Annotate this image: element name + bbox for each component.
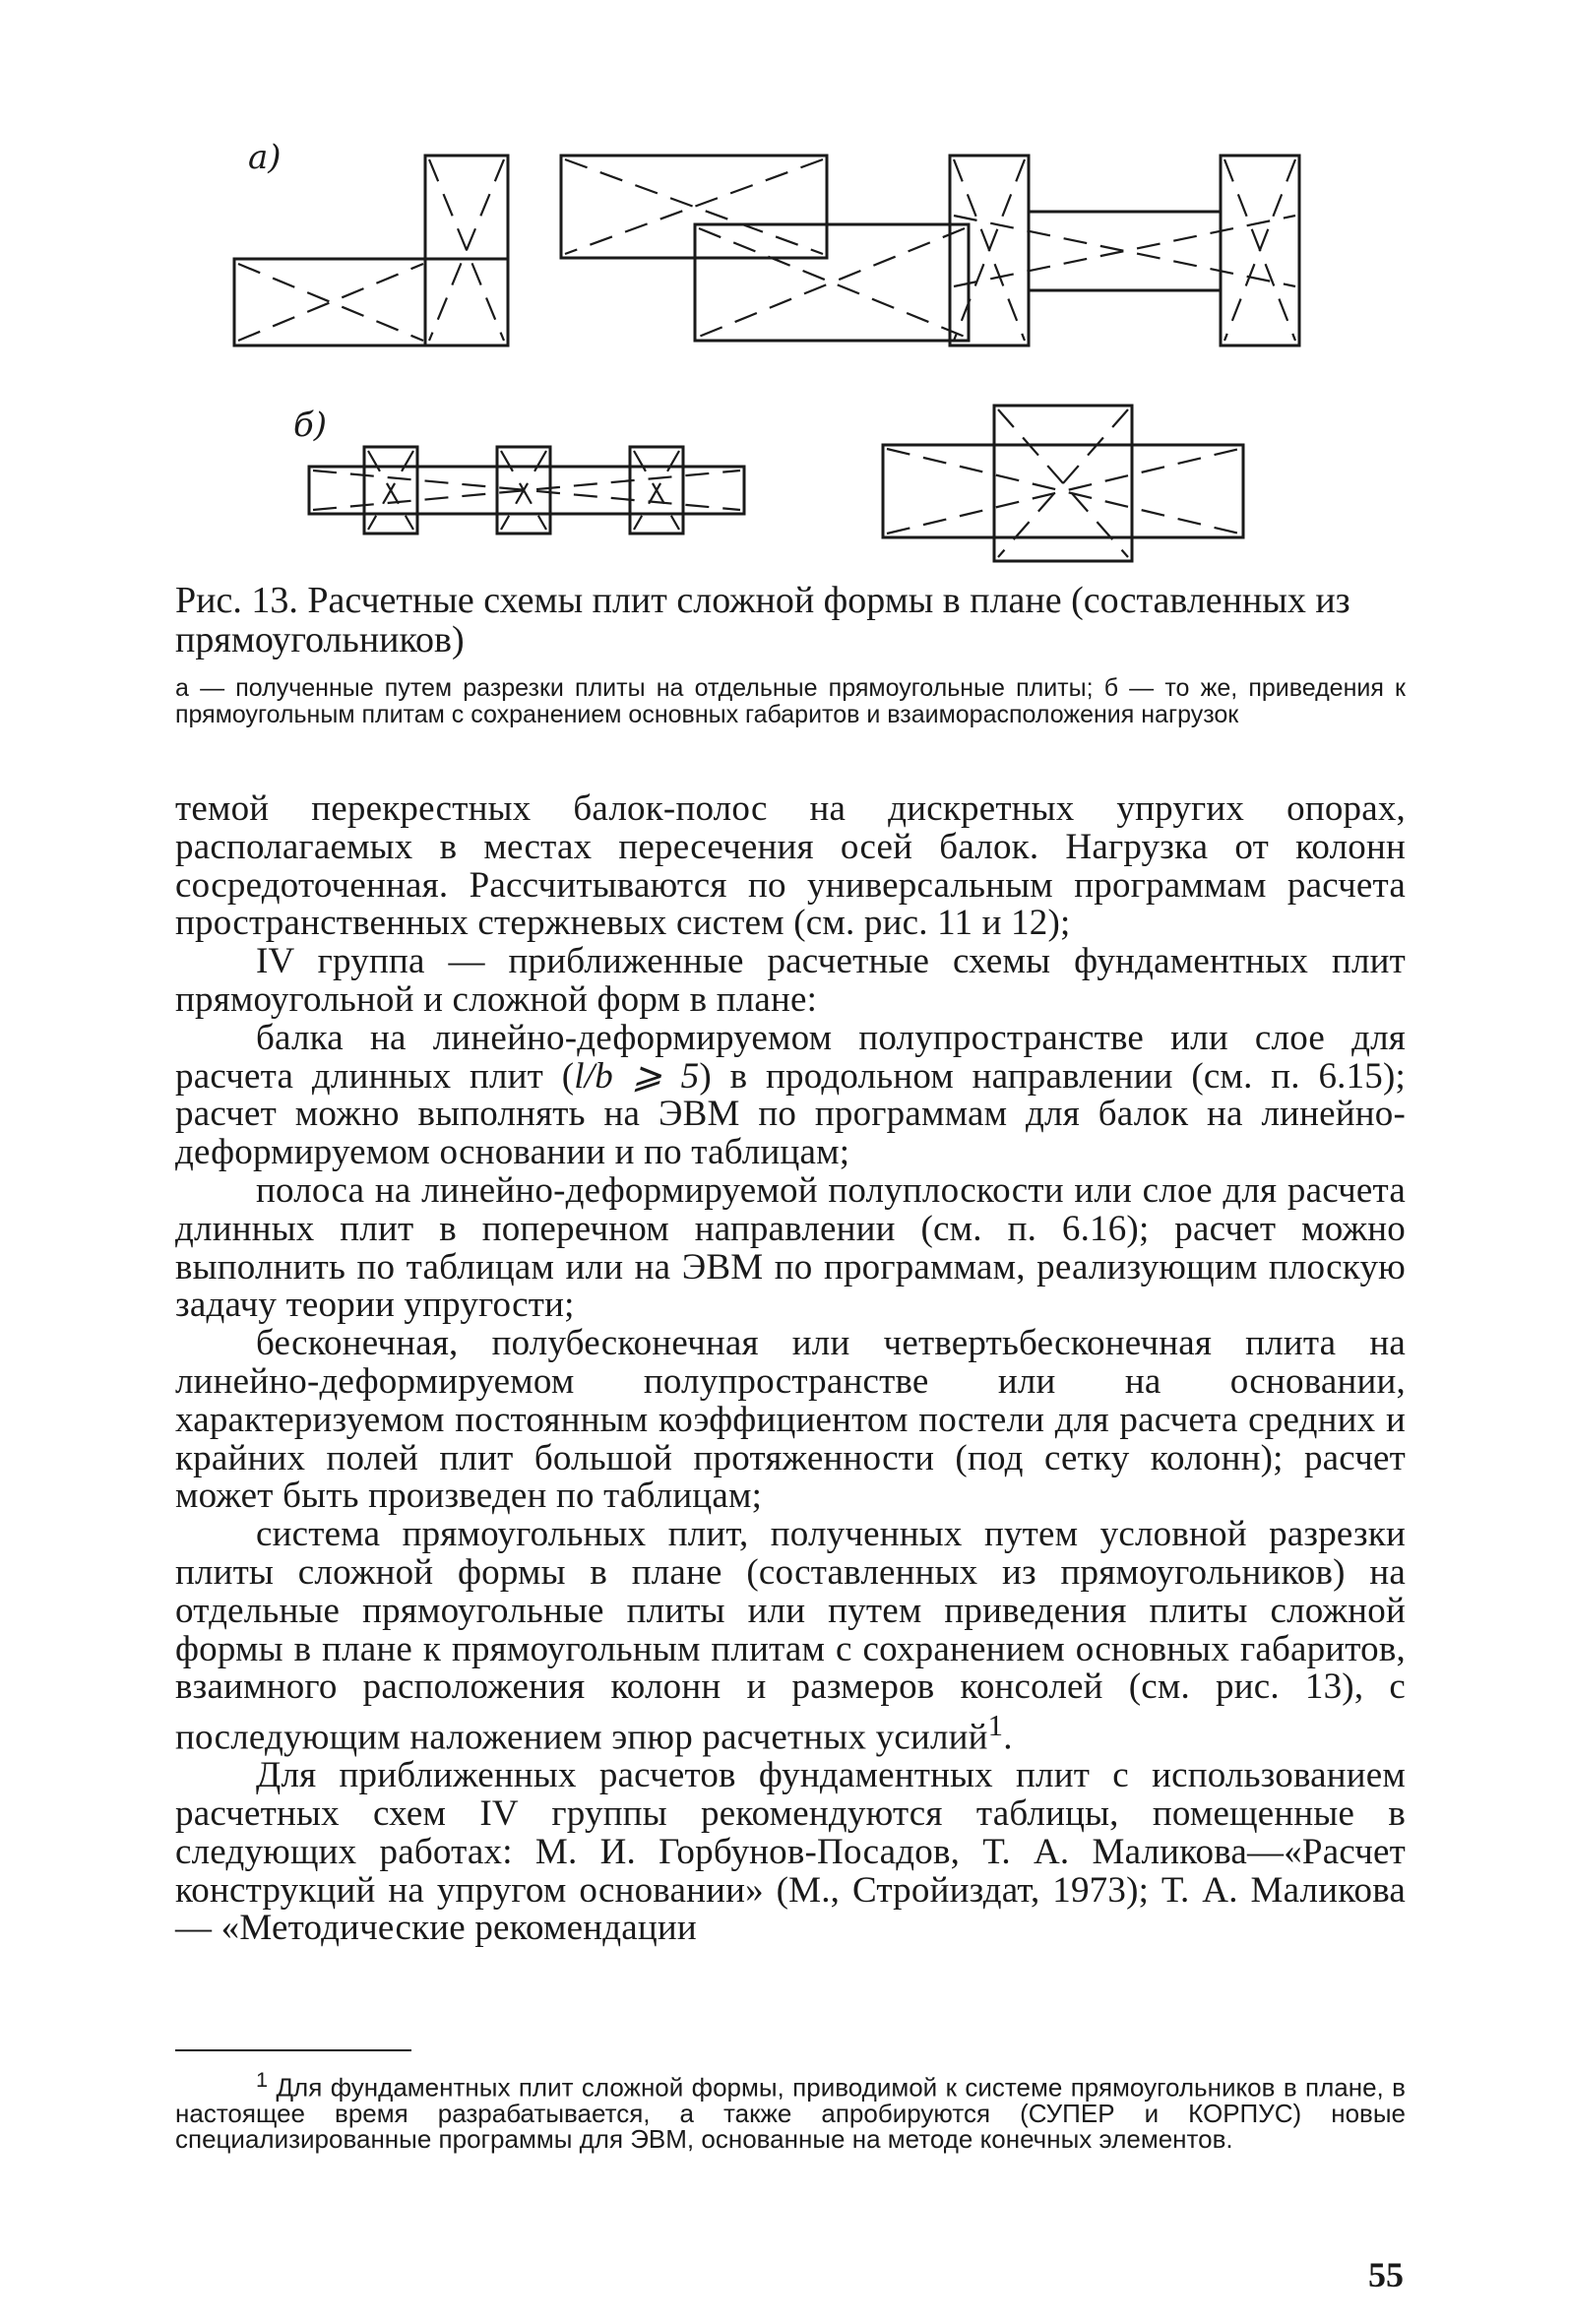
figure-label-a: а): [248, 138, 282, 177]
footnote-text: Для фундаментных плит сложной формы, приводимой к системе прямоугольников в плане, в настоящее время разрабатывается, а также апробируются (СУПЕР и КОРПУС) новые специализированные программы для ЭВМ, основанные на методе конечных элементов.: [175, 2072, 1406, 2154]
scheme-b2-cross: [883, 406, 1243, 561]
plate-b2-horizontal: [883, 445, 1243, 537]
paragraph-7: Для приближенных расчетов фундаментных плит с использованием расчетных схем IV группы рекомендуются таблицы, помещенные в следующих работах: М. И. Горбунов-Посадов, Т. А. Маликова—«Расчет конструкций на упругом основании» (М., Стройиздат, 1973); Т. А. Маликова — «Методические рекомендации: [175, 1755, 1406, 1949]
figure-13-drawing: [0, 0, 1569, 571]
paragraph-6: [175, 1516, 1406, 1757]
paragraph-6-end: .: [1003, 1717, 1013, 1758]
paragraph-4: полоса на линейно-деформируемой полуплоскости или слое для расчета длинных плит в поперечном направлении (см. п. 6.16); расчет можно выполнить по таблицам или на ЭВМ по программам, реализующим плоскую задачу теории упругости;: [175, 1169, 1406, 1326]
caption-note: а — полученные путем разрезки плиты на отдельные прямоугольные плиты; б — то же, приведения к прямоугольным плитам с сохранением основных габаритов и взаиморасположения нагрузок: [175, 674, 1406, 728]
figure-13: [0, 0, 1569, 571]
paragraph-3-end: ) в продольном направлении (см. п. 6.15); расчет можно выполнять на ЭВМ по программам для балок на линейно-деформируемом основании и по таблицам;: [175, 1055, 1407, 1173]
paragraph-2: IV группа — приближенные расчетные схемы фундаментных плит прямоугольной и сложной форм в плане:: [175, 941, 1406, 1020]
scheme-b1-strip: [309, 447, 744, 534]
footnote-ref: 1: [987, 1709, 1004, 1743]
plate-a1-horizontal: [234, 259, 508, 345]
scheme-a2-offset: [561, 156, 969, 341]
paragraph-3: [175, 1017, 1407, 1173]
footnotes: [175, 2067, 1406, 2152]
plate-a2-lower: [695, 224, 969, 341]
paragraph-1: темой перекрестных балок-полос на дискретных упругих опорах, располагаемых в местах пересечения осей балок. Нагрузка от колонн сосредоточенная. Рассчитываются по универсальным программам расчета пространственных стержневых систем (см. рис. 11 и 12);: [175, 788, 1406, 944]
plate-a1-vertical: [425, 156, 508, 345]
paragraph-3-formula: l/b ⩾ 5: [574, 1055, 700, 1097]
body-text: [175, 790, 1406, 1948]
scheme-a1-l-shape: [234, 156, 508, 345]
paragraph-5: бесконечная, полубесконечная или четвертьбесконечная плита на линейно-деформируемом полупространстве или на основании, характеризуемом постоянным коэффициентом постели для расчета средних и крайних полей плит большой протяженности (под сетку колонн); расчет может быть произведен по таблицам;: [175, 1323, 1406, 1517]
footnote-mark: 1: [256, 2067, 269, 2092]
scheme-a3-dumbbell: [950, 156, 1299, 345]
plate-b1-strip: [309, 467, 744, 514]
figure-label-b: б): [293, 406, 328, 445]
plate-a3-middle: [1029, 212, 1221, 290]
footnote-divider: [175, 2049, 411, 2051]
figure-caption: [175, 581, 1406, 728]
paragraph-3-start: балка на линейно-деформируемом полупространстве или слое для расчета длинных плит (: [175, 1017, 1406, 1097]
page-number: 55: [1368, 2255, 1404, 2294]
caption-title: Рис. 13. Расчетные схемы плит сложной формы в плане (составленных из прямоугольников): [175, 580, 1350, 660]
paragraph-6-text: система прямоугольных плит, полученных путем условной разрезки плиты сложной формы в плане (составленных из прямоугольников) на отдельные прямоугольные плиты или путем приведения плиты сложной формы в плане к прямоугольным плитам с сохранением основных габаритов, взаимного расположения колонн и размеров консолей (см. рис. 13), с последующим наложением эпюр расчетных усилий: [175, 1514, 1406, 1758]
footnote-1: [175, 2067, 1406, 2152]
